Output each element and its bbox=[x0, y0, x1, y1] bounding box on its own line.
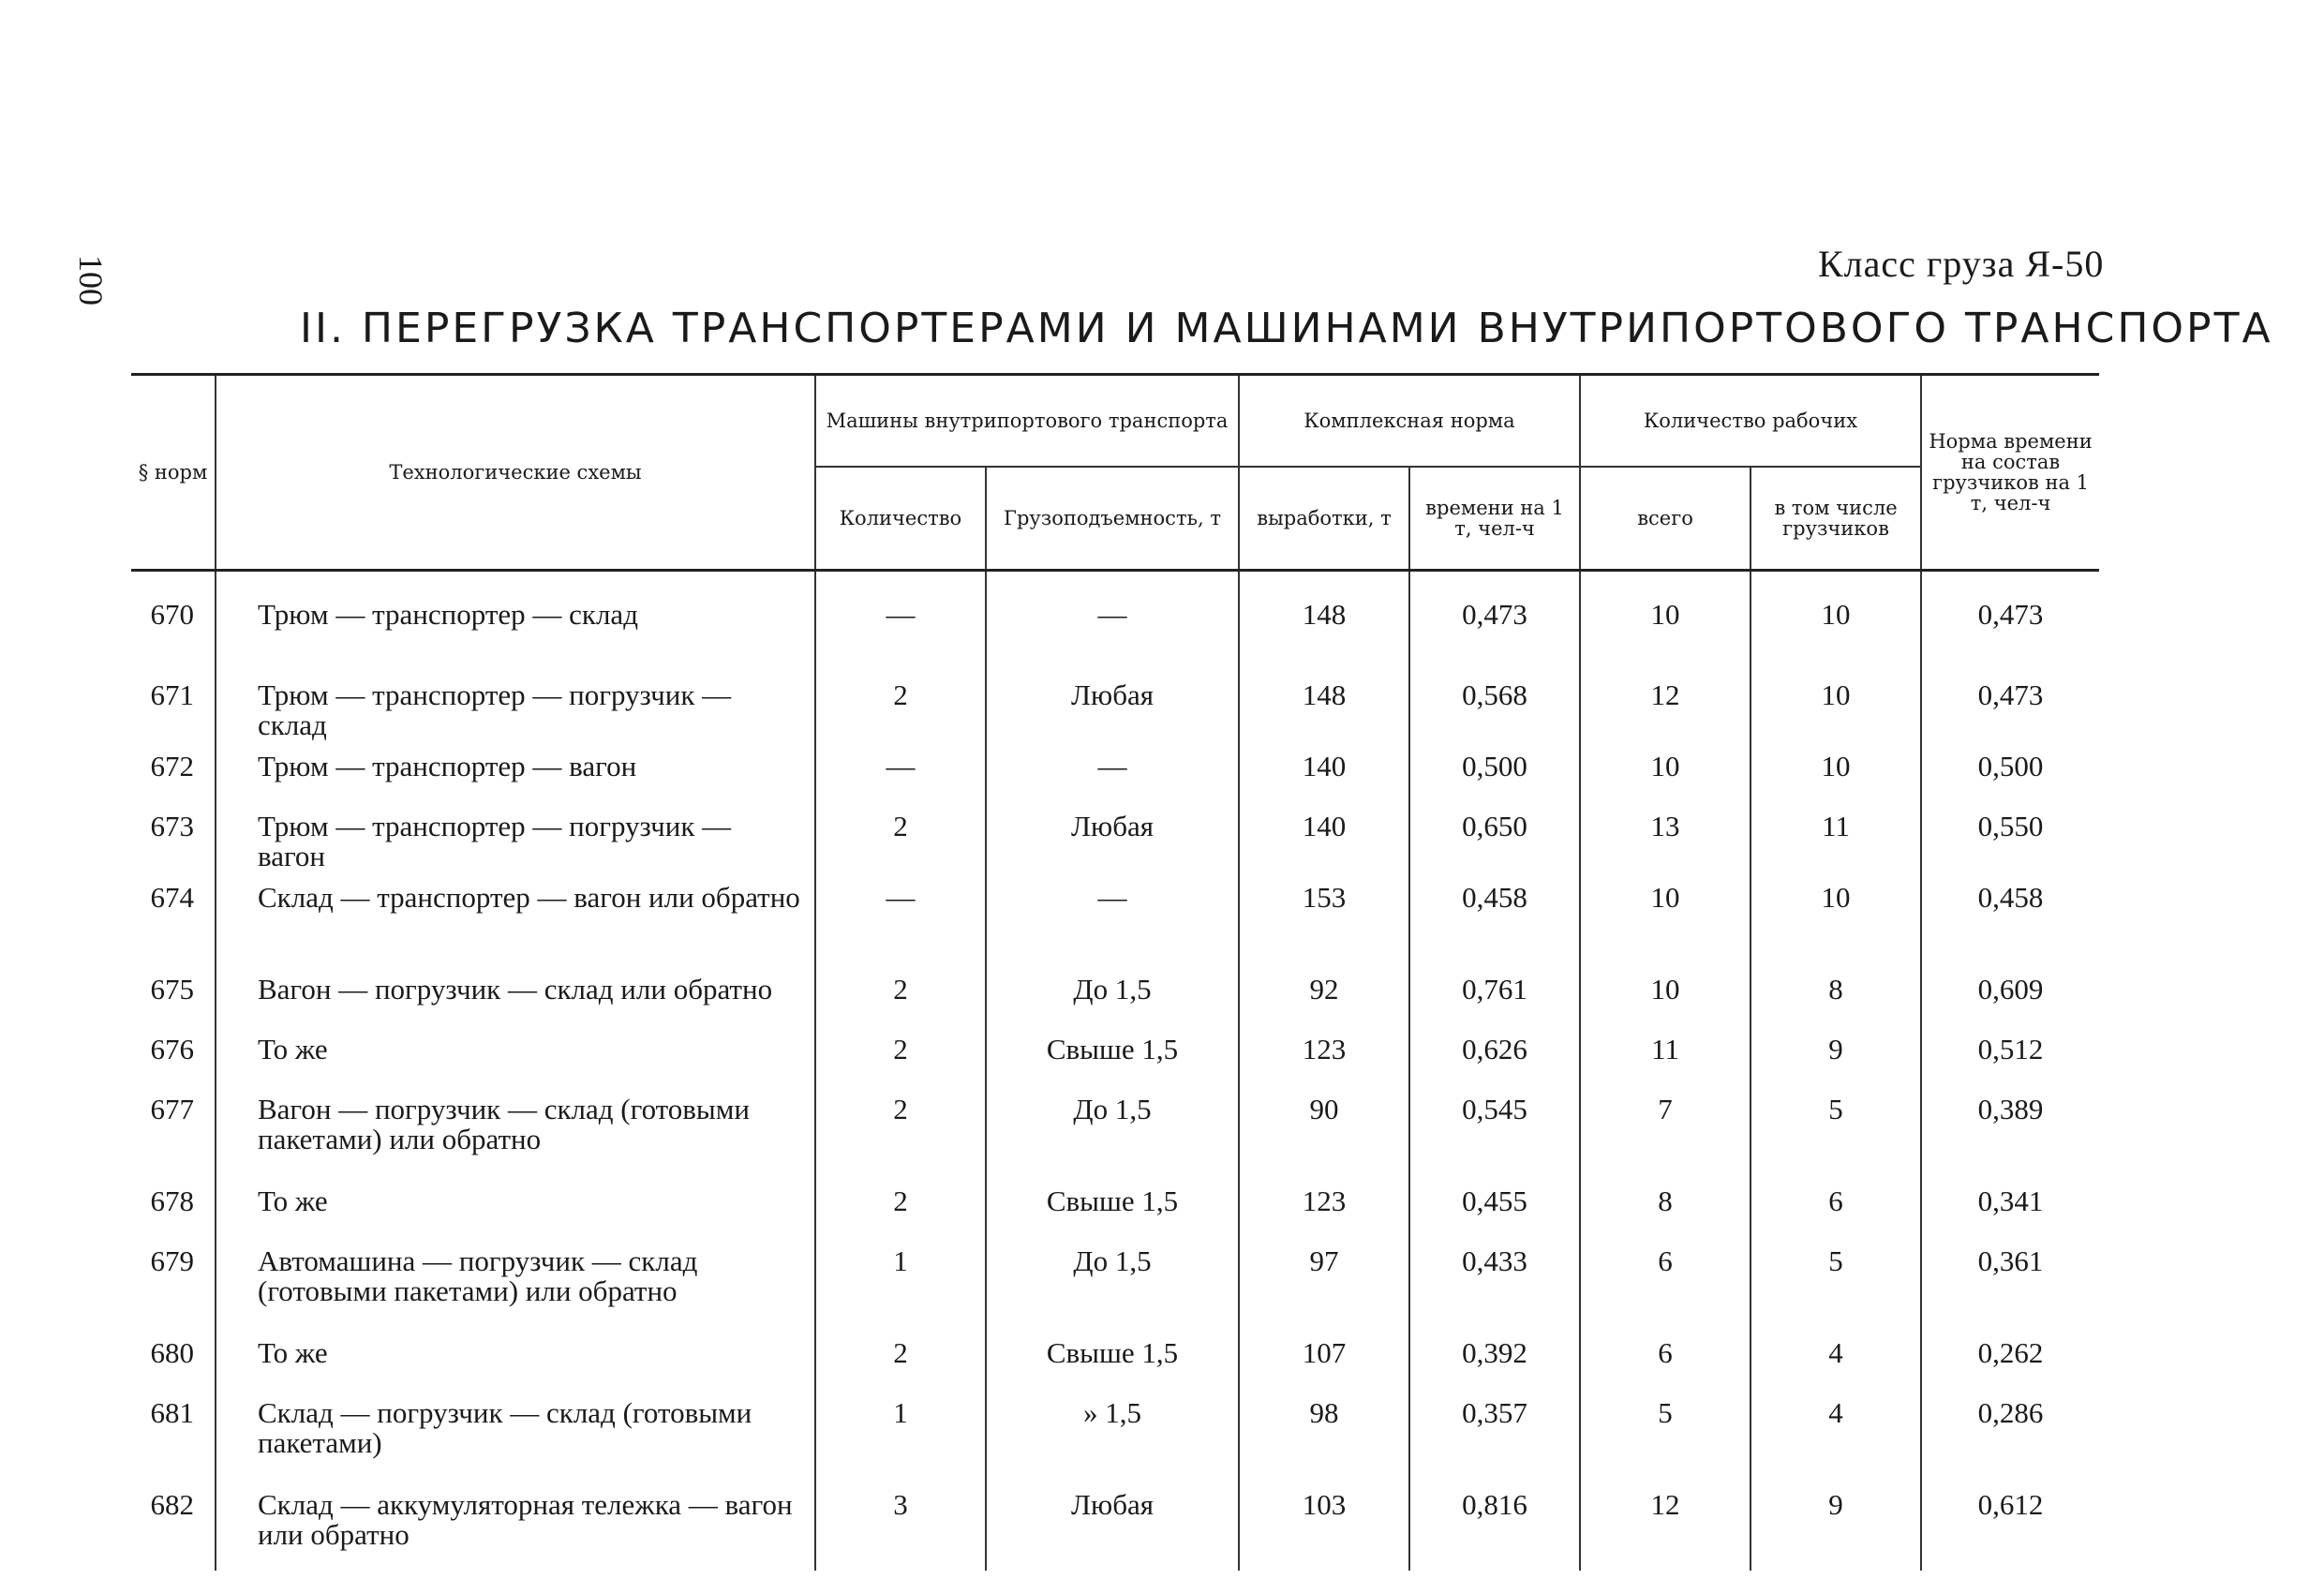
total-workers-cell: 10 bbox=[1580, 571, 1750, 670]
loaders-cell: 10 bbox=[1750, 871, 1921, 963]
capacity-cell: » 1,5 bbox=[986, 1387, 1239, 1479]
total-workers-cell: 13 bbox=[1580, 800, 1750, 871]
header-output: выработки, т bbox=[1239, 467, 1409, 571]
quantity-cell: 3 bbox=[815, 1479, 986, 1571]
norm-number: 670 bbox=[131, 571, 216, 670]
loader-norm-cell: 0,458 bbox=[1977, 881, 2044, 914]
output-cell: 90 bbox=[1239, 1083, 1409, 1175]
total-workers-cell: 5 bbox=[1580, 1387, 1750, 1479]
quantity-cell: 2 bbox=[815, 669, 986, 740]
capacity-cell: До 1,5 bbox=[986, 1083, 1239, 1175]
scheme-cell: То же bbox=[216, 1175, 815, 1235]
table-row bbox=[131, 1083, 2099, 1175]
total-workers-cell: 6 bbox=[1580, 1327, 1750, 1387]
table-body bbox=[131, 571, 2099, 1572]
capacity-cell: — bbox=[986, 571, 1239, 670]
capacity-cell: Любая bbox=[986, 669, 1239, 740]
loaders-cell: 10 bbox=[1750, 740, 1921, 800]
scheme-cell: Склад — транспортер — вагон или обратно bbox=[216, 871, 815, 963]
output-cell: 140 bbox=[1239, 800, 1409, 871]
norm-number: 678 bbox=[131, 1175, 216, 1235]
output-cell: 97 bbox=[1239, 1235, 1409, 1327]
header-complex-norm-group: Комплексная норма bbox=[1239, 375, 1580, 468]
time-cell: 0,473 bbox=[1409, 571, 1580, 670]
output-cell: 123 bbox=[1239, 1175, 1409, 1235]
section-title: II. ПЕРЕГРУЗКА ТРАНСПОРТЕРАМИ И МАШИНАМИ ВНУТРИПОРТОВОГО ТРАНСПОРТА bbox=[300, 305, 2273, 352]
loader-norm-cell: 0,262 bbox=[1977, 1336, 2044, 1369]
header-schemes: Технологические схемы bbox=[216, 375, 815, 571]
norm-number: 673 bbox=[131, 800, 216, 871]
scheme-cell: Трюм — транспортер — погрузчик — вагон bbox=[216, 800, 815, 871]
scheme-cell: Вагон — погрузчик — склад (готовыми пакетами) или обратно bbox=[216, 1083, 815, 1175]
time-cell: 0,433 bbox=[1409, 1235, 1580, 1327]
capacity-cell: Свыше 1,5 bbox=[986, 1023, 1239, 1083]
time-cell: 0,568 bbox=[1409, 669, 1580, 740]
table-row bbox=[131, 669, 2099, 740]
total-workers-cell: 12 bbox=[1580, 1479, 1750, 1571]
loaders-cell: 10 bbox=[1750, 571, 1921, 670]
loader-norm-cell: 0,361 bbox=[1977, 1244, 2044, 1277]
time-cell: 0,650 bbox=[1409, 800, 1580, 871]
table-row bbox=[131, 963, 2099, 1023]
output-cell: 148 bbox=[1239, 669, 1409, 740]
time-cell: 0,816 bbox=[1409, 1479, 1580, 1571]
capacity-cell: Любая bbox=[986, 800, 1239, 871]
time-cell: 0,392 bbox=[1409, 1327, 1580, 1387]
table-row bbox=[131, 1479, 2099, 1571]
total-workers-cell: 8 bbox=[1580, 1175, 1750, 1235]
table-row bbox=[131, 740, 2099, 800]
header-total-workers: всего bbox=[1580, 467, 1750, 571]
norm-number: 677 bbox=[131, 1083, 216, 1175]
loaders-cell: 6 bbox=[1750, 1175, 1921, 1235]
table-row bbox=[131, 1175, 2099, 1235]
loaders-cell: 11 bbox=[1750, 800, 1921, 871]
capacity-cell: До 1,5 bbox=[986, 963, 1239, 1023]
header-norm-number: § норм bbox=[131, 375, 216, 571]
loaders-cell: 9 bbox=[1750, 1479, 1921, 1571]
loader-norm-cell: 0,389 bbox=[1977, 1093, 2044, 1125]
total-workers-cell: 7 bbox=[1580, 1083, 1750, 1175]
quantity-cell: — bbox=[815, 571, 986, 670]
total-workers-cell: 10 bbox=[1580, 740, 1750, 800]
quantity-cell: — bbox=[815, 740, 986, 800]
quantity-cell: 2 bbox=[815, 800, 986, 871]
table-row bbox=[131, 571, 2099, 670]
quantity-cell: 2 bbox=[815, 1023, 986, 1083]
capacity-cell: Свыше 1,5 bbox=[986, 1175, 1239, 1235]
header-workers-group: Количество рабочих bbox=[1580, 375, 1921, 468]
capacity-cell: — bbox=[986, 740, 1239, 800]
loader-norm-cell: 0,500 bbox=[1977, 750, 2044, 782]
time-cell: 0,357 bbox=[1409, 1387, 1580, 1479]
scheme-cell: Автомашина — погрузчик — склад (готовыми пакетами) или обратно bbox=[216, 1235, 815, 1327]
loader-norm-cell: 0,286 bbox=[1977, 1396, 2044, 1429]
table-row bbox=[131, 871, 2099, 963]
norms-table bbox=[131, 373, 2099, 1571]
norm-number: 674 bbox=[131, 871, 216, 963]
loaders-cell: 4 bbox=[1750, 1327, 1921, 1387]
time-cell: 0,500 bbox=[1409, 740, 1580, 800]
time-cell: 0,545 bbox=[1409, 1083, 1580, 1175]
header-quantity: Количество bbox=[815, 467, 986, 571]
total-workers-cell: 6 bbox=[1580, 1235, 1750, 1327]
scheme-cell: Склад — погрузчик — склад (готовыми пакетами) bbox=[216, 1387, 815, 1479]
quantity-cell: — bbox=[815, 871, 986, 963]
quantity-cell: 2 bbox=[815, 1327, 986, 1387]
time-cell: 0,458 bbox=[1409, 871, 1580, 963]
loader-norm-cell: 0,550 bbox=[1977, 810, 2044, 842]
cargo-class-label: Класс груза Я-50 bbox=[1818, 243, 2105, 285]
output-cell: 103 bbox=[1239, 1479, 1409, 1571]
header-machines-group: Машины внутрипортового транспорта bbox=[815, 375, 1239, 468]
total-workers-cell: 12 bbox=[1580, 669, 1750, 740]
output-cell: 148 bbox=[1239, 571, 1409, 670]
header-loader-time-norm: Норма времени на состав грузчиков на 1 т, чел-ч bbox=[1921, 375, 2099, 571]
loader-norm-cell: 0,473 bbox=[1977, 678, 2044, 711]
header-capacity: Грузоподъемность, т bbox=[986, 467, 1239, 571]
norm-number: 671 bbox=[131, 669, 216, 740]
header-time: времени на 1 т, чел-ч bbox=[1409, 467, 1580, 571]
capacity-cell: Свыше 1,5 bbox=[986, 1327, 1239, 1387]
capacity-cell: Любая bbox=[986, 1479, 1239, 1571]
capacity-cell: До 1,5 bbox=[986, 1235, 1239, 1327]
scheme-cell: Трюм — транспортер — склад bbox=[216, 571, 815, 670]
header-loaders: в том числе грузчиков bbox=[1750, 467, 1921, 571]
scheme-cell: То же bbox=[216, 1327, 815, 1387]
loader-norm-cell: 0,341 bbox=[1977, 1184, 2044, 1217]
output-cell: 140 bbox=[1239, 740, 1409, 800]
time-cell: 0,626 bbox=[1409, 1023, 1580, 1083]
table-header bbox=[131, 375, 2099, 571]
table-row bbox=[131, 1387, 2099, 1479]
loader-norm-cell: 0,612 bbox=[1977, 1488, 2044, 1521]
output-cell: 98 bbox=[1239, 1387, 1409, 1479]
output-cell: 123 bbox=[1239, 1023, 1409, 1083]
norm-number: 680 bbox=[131, 1327, 216, 1387]
page-number: 100 bbox=[72, 255, 110, 305]
loaders-cell: 9 bbox=[1750, 1023, 1921, 1083]
loaders-cell: 5 bbox=[1750, 1235, 1921, 1327]
scheme-cell: Трюм — транспортер — вагон bbox=[216, 740, 815, 800]
loader-norm-cell: 0,609 bbox=[1977, 973, 2044, 1006]
norm-number: 672 bbox=[131, 740, 216, 800]
time-cell: 0,761 bbox=[1409, 963, 1580, 1023]
loader-norm-cell: 0,473 bbox=[1977, 598, 2044, 631]
norm-number: 675 bbox=[131, 963, 216, 1023]
scheme-cell: То же bbox=[216, 1023, 815, 1083]
scheme-cell: Вагон — погрузчик — склад или обратно bbox=[216, 963, 815, 1023]
scheme-cell: Склад — аккумуляторная тележка — вагон или обратно bbox=[216, 1479, 815, 1571]
output-cell: 107 bbox=[1239, 1327, 1409, 1387]
table-row bbox=[131, 1327, 2099, 1387]
table-row bbox=[131, 800, 2099, 871]
scheme-cell: Трюм — транспортер — погрузчик — склад bbox=[216, 669, 815, 740]
loaders-cell: 8 bbox=[1750, 963, 1921, 1023]
time-cell: 0,455 bbox=[1409, 1175, 1580, 1235]
quantity-cell: 1 bbox=[815, 1235, 986, 1327]
loaders-cell: 10 bbox=[1750, 669, 1921, 740]
norm-number: 682 bbox=[131, 1479, 216, 1571]
total-workers-cell: 11 bbox=[1580, 1023, 1750, 1083]
norm-number: 681 bbox=[131, 1387, 216, 1479]
norm-number: 676 bbox=[131, 1023, 216, 1083]
loader-norm-cell: 0,512 bbox=[1977, 1033, 2044, 1065]
total-workers-cell: 10 bbox=[1580, 871, 1750, 963]
quantity-cell: 2 bbox=[815, 1083, 986, 1175]
quantity-cell: 2 bbox=[815, 963, 986, 1023]
table-row bbox=[131, 1023, 2099, 1083]
norm-number: 679 bbox=[131, 1235, 216, 1327]
output-cell: 153 bbox=[1239, 871, 1409, 963]
loaders-cell: 5 bbox=[1750, 1083, 1921, 1175]
quantity-cell: 1 bbox=[815, 1387, 986, 1479]
table-row bbox=[131, 1235, 2099, 1327]
output-cell: 92 bbox=[1239, 963, 1409, 1023]
quantity-cell: 2 bbox=[815, 1175, 986, 1235]
loaders-cell: 4 bbox=[1750, 1387, 1921, 1479]
total-workers-cell: 10 bbox=[1580, 963, 1750, 1023]
capacity-cell: — bbox=[986, 871, 1239, 963]
